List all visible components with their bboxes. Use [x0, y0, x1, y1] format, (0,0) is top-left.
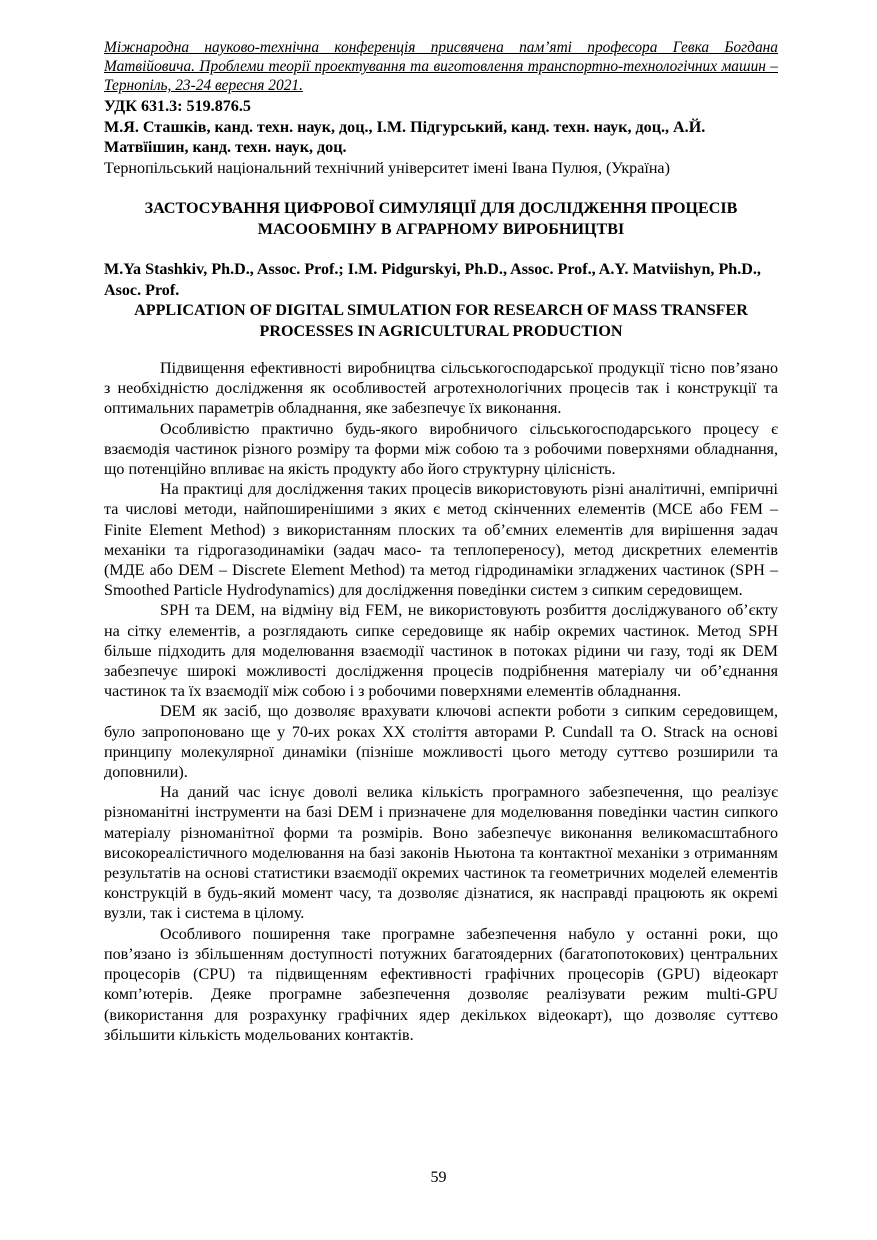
page-number: 59: [430, 1169, 447, 1186]
affiliation-ua: Тернопільський національний технічний університет імені Івана Пулюя, (Україна): [104, 159, 670, 177]
authors-ua: М.Я. Сташків, канд. техн. наук, доц., І.М. Підгурський, канд. техн. наук, доц., А.Й. Матвїішин, канд. техн. наук, доц.: [104, 118, 706, 156]
paragraph: На практиці для дослідження таких процесів використовують різні аналітичні, емпіричні та числові методи, найпоширенішими з яких є метод скінченних елементів (МСЕ або FEM – Finite Element Method) з використанням плоских та об’ємних елементів для вирішення задач механіки та гідрогазодинаміки (задач масо- та теплопереносу), метод дискретних елементів (МДЕ або DEM – Discrete Element Method) та метод гідродинаміки згладжених частинок (SPH – Smoothed Particle Hydrodynamics) для дослідження поведінки систем з сипким середовищем.: [104, 481, 778, 600]
paragraph: SPH та DEM, на відміну від FEM, не використовують розбиття досліджуваного об’єкту на сітку елементів, а розглядають сипке середовище як набір окремих частинок. Метод SPH більше підходить для моделювання взаємодії частинок в потоках рідини чи газу, тоді як DEM забезпечує широкі можливості дослідження процесів подрібнення матеріалу чи об’єднання частинок та їх взаємодії між собою і з робочими поверхнями елементів обладнання.: [104, 602, 778, 701]
paragraph: DEM як засіб, що дозволяє врахувати ключові аспекти роботи з сипким середовищем, було запропоновано ще у 70-их роках ХХ століття авторами P. Cundall та O. Strack на основі принципу молекулярної динаміки (пізніше можливості цього методу суттєво розширили та доповнили).: [104, 703, 778, 782]
conference-header: Міжнародна науково-технічна конференція присвячена пам’яті професора Гевка Богдана Матвійовича. Проблеми теорії проектування та виготовлення транспортно-технологічних машин – Тернопіль, 23-24 вересня 2021.: [104, 39, 778, 94]
paragraph: На даний час існує доволі велика кількість програмного забезпечення, що реалізує різноманітні інструменти на базі DEM і призначене для моделювання поведінки частин сипкого матеріалу різноманітної форми та розмірів. Воно забезпечує виконання великомасштабного високореалістичного моделювання на базі законів Ньютона та контактної механіки з отриманням результатів на основі статистики взаємодії окремих частинок та геометричних моделей елементів конструкцій в будь-який момент часу, та дозволяє дізнатися, як насправді працюють як окремі вузли, так і система в цілому.: [104, 784, 778, 923]
page-content: [104, 38, 778, 1046]
body-text: [104, 359, 778, 1046]
paragraph: Підвищення ефективності виробництва сільськогосподарської продукції тісно пов’язано з необхідністю дослідження як особливостей агротехнологічних процесів так і конструкції та оптимальних параметрів обладнання, яке забезпечує їх виконання.: [104, 360, 778, 418]
udk-code: УДК 631.3: 519.876.5: [104, 98, 251, 115]
paragraph: Особливого поширення таке програмне забезпечення набуло у останні роки, що пов’язано із збільшенням доступності потужних багатоядерних (багатопотокових) центральних процесорів (CPU) та підвищенням ефективності графічних процесорів (GPU) відеокарт комп’ютерів. Деяке програмне забезпечення дозволяє реалізувати режим multi-GPU (використання для розрахунку графічних ядер декількох відеокарт), що дозволяє суттєво збільшити кількість модельованих контактів.: [104, 925, 778, 1044]
authors-en: M.Ya Stashkiv, Ph.D., Assoc. Prof.; I.M. Pidgurskyi, Ph.D., Assoc. Prof., A.Y. Matviishyn, Ph.D., Asoc. Prof.: [104, 261, 761, 299]
title-en: APPLICATION OF DIGITAL SIMULATION FOR RESEARCH OF MASS TRANSFER PROCESSES IN AGRICULTURAL PRODUCTION: [134, 302, 748, 340]
title-ua: ЗАСТОСУВАННЯ ЦИФРОВОЇ СИМУЛЯЦІЇ ДЛЯ ДОСЛІДЖЕННЯ ПРОЦЕСІВ МАСООБМІНУ В АГРАРНОМУ ВИРОБНИЦТВІ: [144, 200, 738, 238]
paragraph: Особливістю практично будь-якого виробничого сільськогосподарського процесу є взаємодія частинок різного розміру та форми між собою та з робочими поверхнями обладнання, що потенційно впливає на якість продукту або його структурну цілісність.: [104, 420, 778, 479]
